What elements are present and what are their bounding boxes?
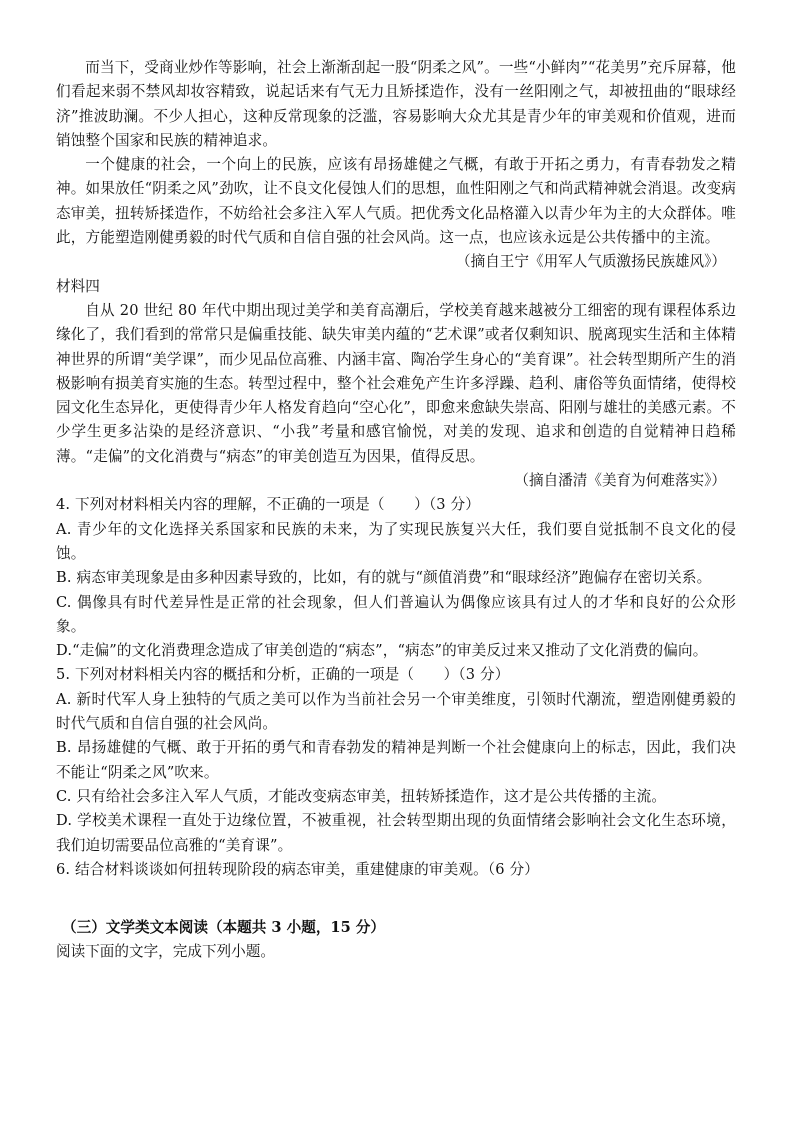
section-3-instruction: 阅读下面的文字，完成下列小题。	[56, 943, 275, 961]
question-5-option-d: D. 学校美术课程一直处于边缘位置，不被重视，社会转型期出现的负面情绪会影响社会文化生态环境，我们迫切需要品位高雅的“美育课”。	[56, 812, 736, 854]
question-5-option-a: A. 新时代军人身上独特的气质之美可以作为当前社会另一个审美维度，引领时代潮流，塑造刚健勇毅的时代气质和自信自强的社会风尚。	[56, 690, 736, 733]
material4-paragraph-1: 自从 20 世纪 80 年代中期出现过美学和美育高潮后，学校美育越来越被分工细密的现有课程体系边缘化了，我们看到的常常只是偏重技能、缺失审美内蕴的“艺术课”或者仅剩知识、脱离现实生活和主体精神世界的所谓“美学课”，而少见品位高雅、内涵丰富、陶冶学生身心的“美育课”。社会转型期所产生的消极影响有损美育实施的生态。转型过程中，整个社会难免产生许多浮躁、趋利、庸俗等负面情绪，使得校园文化生态异化，更使得青少年人格发育趋向“空心化”，即愈来愈缺失崇高、阳刚与雄壮的美感元素。不少学生更多沾染的是经济意识、“小我”考量和感官愉悦，对美的发现、追求和创造的自觉精神日趋稀薄。“走偏”的文化消费与“病态”的审美创造互为因果，值得反思。	[56, 301, 736, 465]
question-5-option-b: B. 昂扬雄健的气概、敢于开拓的勇气和青春勃发的精神是判断一个社会健康向上的标志，因此，我们决不能让“阴柔之风”吹来。	[56, 739, 736, 781]
section-3-title: （三）文学类文本阅读（本题共 3 小题，15 分）	[62, 919, 385, 937]
question-4-stem: 4. 下列对材料相关内容的理解，不正确的一项是（ ）（3 分）	[56, 496, 481, 514]
material3-source: （摘自王宁《用军人气质激扬民族雄风》）	[456, 253, 726, 271]
material4-label: 材料四	[56, 277, 100, 295]
question-5	[56, 663, 736, 857]
question-4-option-c: C. 偶像具有时代差异性是正常的社会现象，但人们普遍认为偶像应该具有过人的才华和良好的公众形象。	[56, 593, 736, 635]
question-6-stem: 6. 结合材料谈谈如何扭转现阶段的病态审美，重建健康的审美观。（6 分）	[56, 860, 539, 878]
question-4	[56, 493, 736, 663]
material3-paragraph-2: 一个健康的社会，一个向上的民族，应该有昂扬雄健之气概，有敢于开拓之勇力，有青春勃发之精神。如果放任“阴柔之风”劲吹，让不良文化侵蚀人们的思想，血性阳刚之气和尚武精神就会消退。改变病态审美，扭转矫揉造作，不妨给社会多注入军人气质。把优秀文化品格灌入以青少年为主的大众群体。唯此，方能塑造刚健勇毅的时代气质和自信自强的社会风尚。这一点，也应该永远是公共传播中的主流。	[56, 156, 736, 247]
question-4-option-a: A. 青少年的文化选择关系国家和民族的未来，为了实现民族复兴大任，我们要自觉抵制不良文化的侵蚀。	[56, 520, 736, 562]
material3-paragraph-1: 而当下，受商业炒作等影响，社会上渐渐刮起一股“阴柔之风”。一些“小鲜肉”“花美男”充斥屏幕，他们看起来弱不禁风却妆容精致，说起话来有气无力且矫揉造作，没有一丝阳刚之气，却被扭曲的“眼球经济”推波助澜。不少人担心，这种反常现象的泛滥，容易影响大众尤其是青少年的审美观和价值观，进而销蚀整个国家和民族的精神追求。	[56, 59, 736, 149]
question-4-option-b: B. 病态审美现象是由多种因素导致的，比如，有的就与“颜值消费”和“眼球经济”跑偏存在密切关系。	[56, 569, 712, 587]
question-5-option-c: C. 只有给社会多注入军人气质，才能改变病态审美，扭转矫揉造作，这才是公共传播的主流。	[56, 787, 667, 805]
question-5-stem: 5. 下列对材料相关内容的概括和分析，正确的一项是（ ）（3 分）	[56, 666, 510, 684]
section-spacer	[56, 882, 736, 916]
question-4-option-d: D.“走偏”的文化消费理念造成了审美创造的“病态”，“病态”的审美反过来又推动了文化消费的偏向。	[56, 642, 708, 660]
material4-source: （摘自潘清《美育为何难落实》）	[514, 472, 726, 490]
question-6	[56, 858, 736, 882]
